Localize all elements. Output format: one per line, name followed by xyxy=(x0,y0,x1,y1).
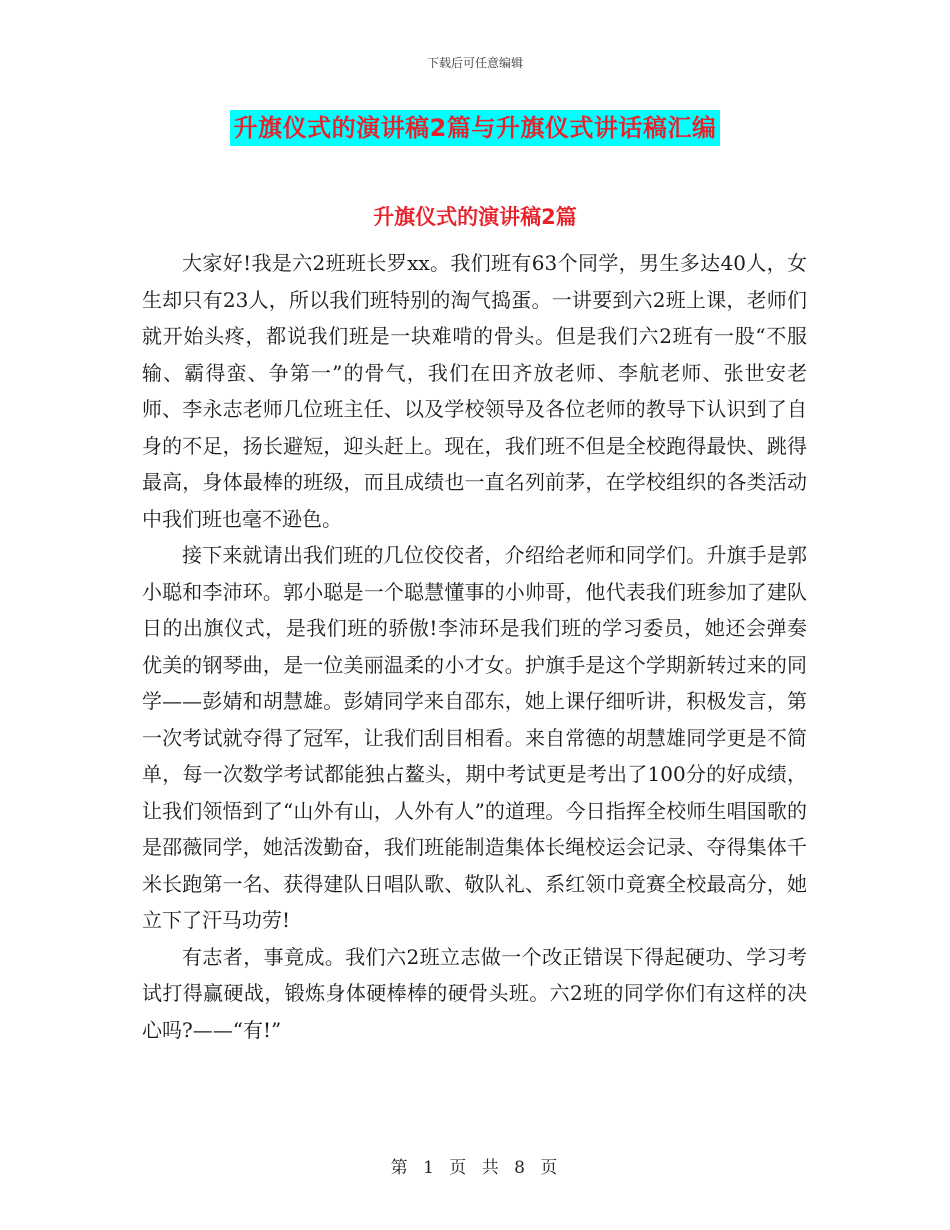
paragraph: 大家好!我是六2班班长罗xx。我们班有63个同学，男生多达40人，女生却只有23人，所以我们班特别的淘气捣蛋。一讲要到六2班上课，老师们就开始头疼，都说我们班是一块难啃的骨头。但是我们六2班有一股“不服输、霸得蛮、争第一”的骨气，我们在田齐放老师、李航老师、张世安老师、李永志老师几位班主任、以及学校领导及各位老师的教导下认识到了自身的不足，扬长避短，迎头赶上。现在，我们班不但是全校跑得最快、跳得最高，身体最棒的班级，而且成绩也一直名列前茅，在学校组织的各类活动中我们班也毫不逊色。 xyxy=(142,251,807,531)
document-body xyxy=(142,245,807,1048)
paragraph: 接下来就请出我们班的几位佼佼者，介绍给老师和同学们。升旗手是郭小聪和李沛环。郭小聪是一个聪慧懂事的小帅哥，他代表我们班参加了建队日的出旗仪式，是我们班的骄傲!李沛环是我们班的学习委员，她还会弹奏优美的钢琴曲，是一位美丽温柔的小才女。护旗手是这个学期新转过来的同学——彭婧和胡慧雄。彭婧同学来自邵东，她上课仔细听讲，积极发言，第一次考试就夺得了冠军，让我们刮目相看。来自常德的胡慧雄同学更是不简单，每一次数学考试都能独占鳌头，期中考试更是考出了100分的好成绩，让我们领悟到了“山外有山，人外有人”的道理。今日指挥全校师生唱国歌的是邵薇同学，她活泼勤奋，我们班能制造集体长绳校运会记录、夺得集体千米长跑第一名、获得建队日唱队歌、敬队礼、系红领巾竟赛全校最高分，她立下了汗马功劳! xyxy=(142,543,807,932)
page-number-footer: 第 1 页 共 8 页 xyxy=(390,1158,560,1178)
section-title: 升旗仪式的演讲稿2篇 xyxy=(373,205,577,229)
page-header-note: 下载后可任意编辑 xyxy=(426,56,523,70)
document-title: 升旗仪式的演讲稿2篇与升旗仪式讲话稿汇编 xyxy=(230,110,721,146)
paragraph: 有志者，事竟成。我们六2班立志做一个改正错误下得起硬功、学习考试打得赢硬战，锻炼身体硬棒棒的硬骨头班。六2班的同学你们有这样的决心吗?——“有!” xyxy=(142,944,807,1042)
document-title-container xyxy=(0,110,950,146)
